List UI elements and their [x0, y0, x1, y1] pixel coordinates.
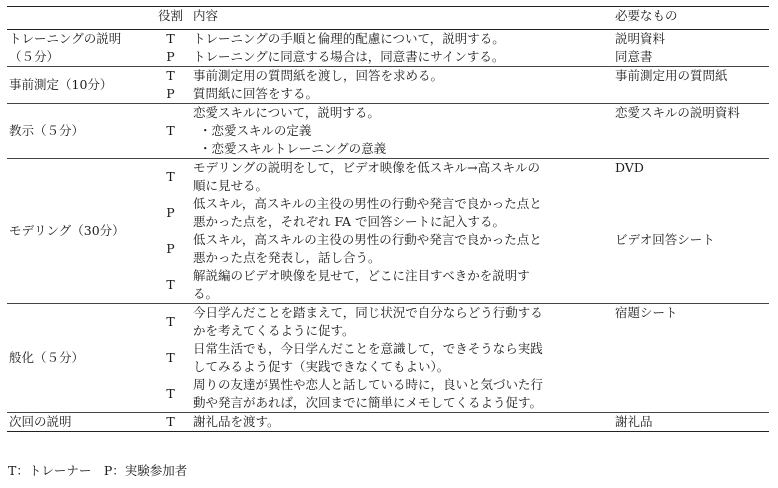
table-row: [7, 304, 769, 341]
content-line: 質問紙に回答をする。: [193, 86, 319, 101]
table-body: [7, 30, 769, 432]
content-line: 事前測定用の質問紙を渡し，回答を求める。: [193, 68, 444, 83]
needs-cell: 事前測定用の質問紙: [609, 67, 769, 86]
stage-cell: [7, 304, 152, 413]
table-row: [7, 104, 769, 159]
content-line: トレーニングに同意する場合は，同意書にサインする。: [193, 49, 505, 64]
content-line: モデリングの説明をして，ビデオ映像を低スキル→高スキルの: [193, 160, 540, 175]
content-line: 低スキル，高スキルの主役の男性の行動や発言で良かった点と: [193, 196, 542, 211]
stage-cell: [7, 413, 152, 432]
content-line: 順に見せる。: [193, 178, 269, 193]
header-stage: [7, 7, 152, 30]
needs-cell: 謝礼品: [609, 413, 769, 432]
role-cell: T: [152, 413, 189, 432]
stage-cell: [7, 104, 152, 159]
role-cell: T: [166, 386, 175, 401]
content-bullet-item: ・恋愛スキルトレーニングの意義: [199, 141, 387, 156]
table-row: [7, 159, 769, 196]
content-line: トレーニングの手順と倫理的配慮について，説明する。: [193, 31, 505, 46]
needs-cell: DVD: [609, 159, 769, 196]
needs-cell: 宿題シート: [609, 304, 769, 341]
content-line: 日常生活でも，今日学んだことを意識して，できそうなら実践: [193, 341, 543, 356]
stage-label: 事前測定（10分）: [9, 77, 113, 92]
header-needs: 必要なもの: [609, 7, 769, 30]
stage-label: 次回の説明: [9, 414, 72, 429]
content-line: 解説編のビデオ映像を見せて，どこに注目すべきかを説明す: [193, 268, 530, 283]
needs-cell: 説明資料: [615, 31, 666, 46]
role-cell: P: [166, 86, 175, 101]
role-cell: T: [166, 277, 175, 292]
content-line: 周りの友達が異性や恋人と話している時に，良いと気づいた行: [193, 377, 544, 392]
stage-cell: [7, 67, 152, 104]
needs-cell: [609, 267, 769, 304]
content-line: してみるよう促す（実践できなくてもよい）。: [193, 359, 450, 374]
role-cell: P: [166, 241, 175, 256]
content-cell: [189, 85, 609, 104]
content-cell: [189, 376, 609, 413]
table-header: [7, 7, 769, 30]
needs-cell: 恋愛スキルの説明資料: [609, 104, 769, 159]
needs-cell: [609, 376, 769, 413]
header-role: 役割: [152, 7, 189, 30]
content-line: 今日学んだことを踏まえて，同じ状況で自分ならどう行動する: [193, 305, 543, 320]
needs-cell: ビデオ回答シート: [615, 232, 715, 247]
content-cell: [189, 159, 609, 196]
stage-label: モデリング（30分）: [9, 223, 125, 238]
needs-cell: [609, 85, 769, 104]
header-content: 内容: [189, 7, 609, 30]
table-row: [7, 413, 769, 432]
needs-cell: [609, 195, 769, 231]
role-cell: T: [152, 304, 189, 341]
role-cell: P: [166, 49, 175, 64]
needs-cell: [609, 340, 769, 376]
content-cell: [189, 413, 609, 432]
stage-label: 教示（５分）: [9, 123, 85, 138]
content-cell: [189, 267, 609, 304]
content-cell: [189, 30, 609, 49]
content-line: 低スキル，高スキルの主役の男性の行動や発言で良かった点と: [193, 232, 542, 247]
content-line: 恋愛スキルについて，説明する。: [193, 105, 380, 120]
role-cell: T: [166, 31, 175, 46]
content-cell: [189, 304, 609, 341]
stage-label: トレーニングの説明: [9, 31, 122, 46]
stage-cell: [7, 30, 152, 67]
role-cell: P: [166, 205, 175, 220]
stage-cell: [7, 159, 152, 304]
training-procedure-table: [7, 6, 769, 432]
content-line: る。: [193, 286, 219, 301]
content-cell: [189, 195, 609, 231]
role-cell: T: [166, 350, 175, 365]
needs-cell: 同意書: [615, 49, 653, 64]
content-cell: [189, 67, 609, 86]
table-footnote: T：トレーナー P：実験参加者: [8, 463, 188, 478]
stage-label: （５分）: [9, 49, 60, 64]
content-line: 動や発言があれば，次回までに簡単にメモしてくるよう促す。: [193, 395, 543, 410]
content-bullet-item: ・恋愛スキルの定義: [199, 123, 312, 138]
table-row: [7, 67, 769, 86]
content-cell: [189, 104, 609, 159]
content-line: 悪かった点を，それぞれ FA で回答シートに記入する。: [193, 214, 506, 229]
table-row: [7, 30, 769, 49]
content-line: かを考えてくるように促す。: [193, 323, 355, 338]
role-cell: T: [152, 104, 189, 159]
content-cell: [189, 340, 609, 376]
role-cell: T: [152, 159, 189, 196]
content-line: 謝礼品を渡す。: [193, 414, 280, 429]
content-line: 悪かった点を発表し，話し合う。: [193, 250, 381, 265]
content-cell: [189, 231, 609, 267]
role-cell: T: [152, 67, 189, 86]
stage-label: 般化（５分）: [9, 350, 85, 365]
content-cell: [189, 48, 609, 67]
